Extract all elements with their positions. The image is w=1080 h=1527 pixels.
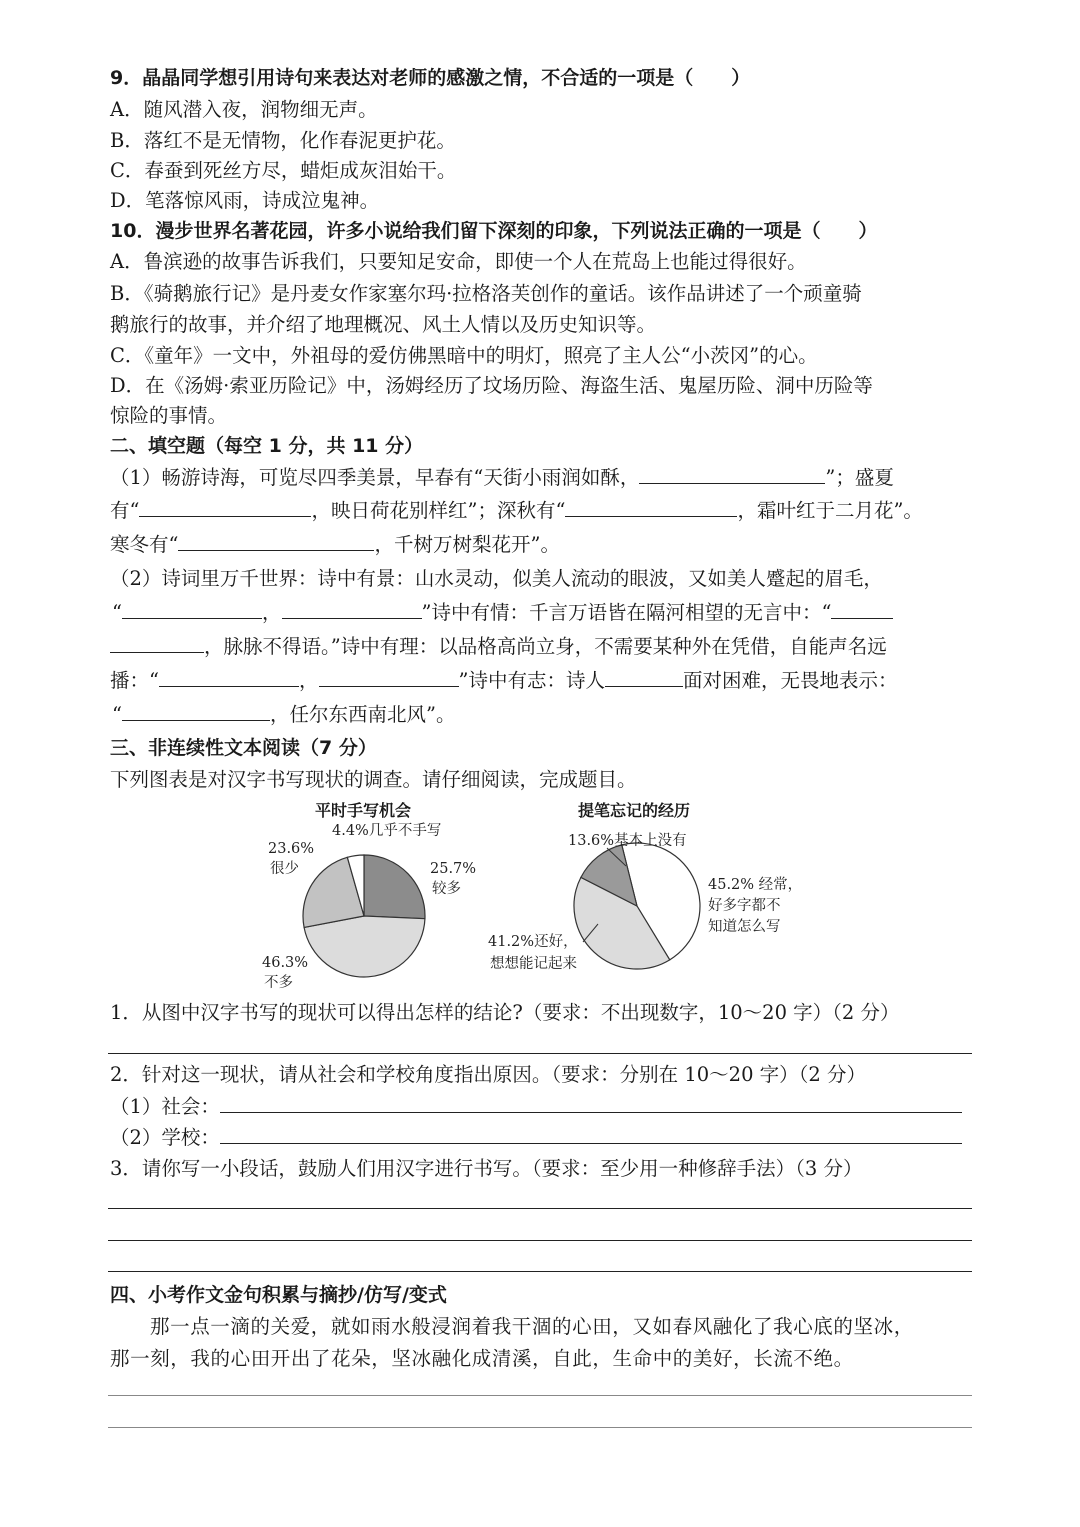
- fill-text: ，千树万树梨花开”。: [374, 533, 560, 556]
- c1-label-c-text: 很少: [270, 861, 299, 877]
- fill-text: ，映日荷花别样红”；深秋有“: [311, 499, 566, 522]
- q9-option-a: A．随风潜入夜，润物细无声。: [110, 98, 378, 121]
- c1-label-c-pct: 23.6%: [268, 841, 315, 857]
- section2-title: 二、填空题（每空 1 分，共 11 分）: [110, 435, 424, 457]
- q10-stem: 10．漫步世界名著花园，许多小说给我们留下深刻的印象，下列说法正确的一项是（ ）: [110, 220, 878, 242]
- fill-text: “: [112, 703, 122, 726]
- section3-intro: 下列图表是对汉字书写现状的调查。请仔细阅读，完成题目。: [110, 768, 637, 791]
- fill-text: ”诗中有志：诗人: [458, 669, 605, 692]
- c2-label-a2: 好多字都不: [708, 898, 781, 914]
- pie-chart-forgetting: [574, 843, 700, 969]
- pie-chart-hand-writing: [303, 855, 425, 977]
- answer-line[interactable]: [108, 1271, 972, 1272]
- c2-label-c: 13.6%基本上没有: [568, 833, 687, 849]
- q10-option-d-line2: 惊险的事情。: [110, 404, 228, 427]
- fill-text: （1）社会：: [110, 1095, 220, 1118]
- sample-sentence-line1: 那一点一滴的关爱，就如雨水般浸润着我干涸的心田，又如春风融化了我心底的坚冰，: [150, 1315, 914, 1338]
- fill-text: ，任尔东西南北风”。: [269, 703, 456, 726]
- c1-label-b-pct: 46.3%: [262, 955, 309, 971]
- c1-label-b-text: 不多: [264, 975, 293, 991]
- s3-question1: 1．从图中汉字书写的现状可以得出怎样的结论?（要求：不出现数字，10～20 字）（2 分）: [110, 1001, 900, 1024]
- c2-label-a3: 知道怎么写: [708, 919, 781, 935]
- fill-p2-line1: （2）诗词里万千世界：诗中有景：山水灵动，似美人流动的眼波，又如美人蹙起的眉毛，: [110, 567, 883, 590]
- fill-text: ”；盛夏: [825, 466, 894, 489]
- pie1-slice-2: [304, 916, 425, 977]
- fill-text: 有“: [110, 499, 140, 522]
- answer-line[interactable]: [108, 1208, 972, 1209]
- chart1-title: 平时手写机会: [315, 801, 412, 820]
- q10-option-c: C．《童年》一文中，外祖母的爱仿佛黑暗中的明灯，照亮了主人公“小茨冈”的心。: [110, 344, 818, 367]
- fill-text: “: [112, 601, 122, 624]
- c1-label-a-pct: 25.7%: [430, 861, 477, 877]
- fill-text: 播：“: [110, 669, 159, 692]
- answer-blank[interactable]: [220, 1123, 962, 1144]
- s3-question3: 3．请你写一小段话，鼓励人们用汉字进行书写。（要求：至少用一种修辞手法）（3 分）: [110, 1157, 863, 1180]
- q10-option-b-line2: 鹅旅行的故事，并介绍了地理概况、风土人情以及历史知识等。: [110, 313, 657, 336]
- s3-q2-society: [110, 1092, 962, 1122]
- q10-option-b-line1: B．《骑鹅旅行记》是丹麦女作家塞尔玛·拉格洛芙创作的童话。该作品讲述了一个顽童骑: [110, 282, 862, 305]
- fill-text: ，: [261, 601, 282, 624]
- c2-label-b1: 41.2%还好，: [488, 934, 578, 950]
- c1-label-a-text: 较多: [432, 881, 461, 897]
- c1-label-d: 4.4%几乎不手写: [332, 823, 442, 839]
- fill-text: ，: [298, 669, 319, 692]
- sample-sentence-line2: 那一刻，我的心田开出了花朵，坚冰融化成清溪，自此，生命中的美好，长流不绝。: [110, 1347, 854, 1370]
- answer-line[interactable]: [108, 1427, 972, 1428]
- fill-text: ”诗中有情：千言万语皆在隔河相望的无言中：“: [421, 601, 832, 624]
- q9-option-c: C．春蚕到死丝方尽，蜡炬成灰泪始干。: [110, 159, 457, 182]
- c2-label-b2: 想想能记起来: [490, 956, 577, 972]
- q9-option-b: B．落红不是无情物，化作春泥更护花。: [110, 129, 456, 152]
- s3-q2-school: [110, 1123, 962, 1153]
- c2-label-a1: 45.2% 经常，: [708, 877, 803, 893]
- chart2-title: 提笔忘记的经历: [578, 801, 691, 820]
- fill-text: 面对困难，无畏地表示：: [682, 669, 898, 692]
- q9-option-d: D．笔落惊风雨，诗成泣鬼神。: [110, 189, 380, 212]
- fill-text: （1）畅游诗海，可览尽四季美景，早春有“天街小雨润如酥，: [110, 466, 640, 489]
- section4-title: 四、小考作文金句积累与摘抄/仿写/变式: [110, 1284, 447, 1306]
- q9-stem: 9．晶晶同学想引用诗句来表达对老师的感激之情，不合适的一项是（ ）: [110, 67, 751, 89]
- section3-title: 三、非连续性文本阅读（7 分）: [110, 737, 377, 759]
- fill-text: ，霜叶红于二月花”。: [737, 499, 923, 522]
- answer-line[interactable]: [108, 1395, 972, 1396]
- fill-text: ，脉脉不得语。”诗中有理：以品格高尚立身，不需要某种外在凭借，自能声名远: [204, 635, 887, 658]
- answer-line[interactable]: [108, 1053, 972, 1054]
- q10-option-d-line1: D．在《汤姆·索亚历险记》中，汤姆经历了坟场历险、海盗生活、鬼屋历险、洞中历险等: [110, 374, 873, 397]
- pie1-slice-1: [364, 855, 425, 919]
- s3-question2: 2．针对这一现状，请从社会和学校角度指出原因。（要求：分别在 10～20 字）（2 分）: [110, 1063, 867, 1086]
- fill-text: （2）学校：: [110, 1126, 220, 1149]
- fill-text: 寒冬有“: [110, 533, 179, 556]
- answer-line[interactable]: [108, 1240, 972, 1241]
- answer-blank[interactable]: [220, 1092, 962, 1113]
- q10-option-a: A．鲁滨逊的故事告诉我们，只要知足安命，即使一个人在荒岛上也能过得很好。: [110, 250, 807, 273]
